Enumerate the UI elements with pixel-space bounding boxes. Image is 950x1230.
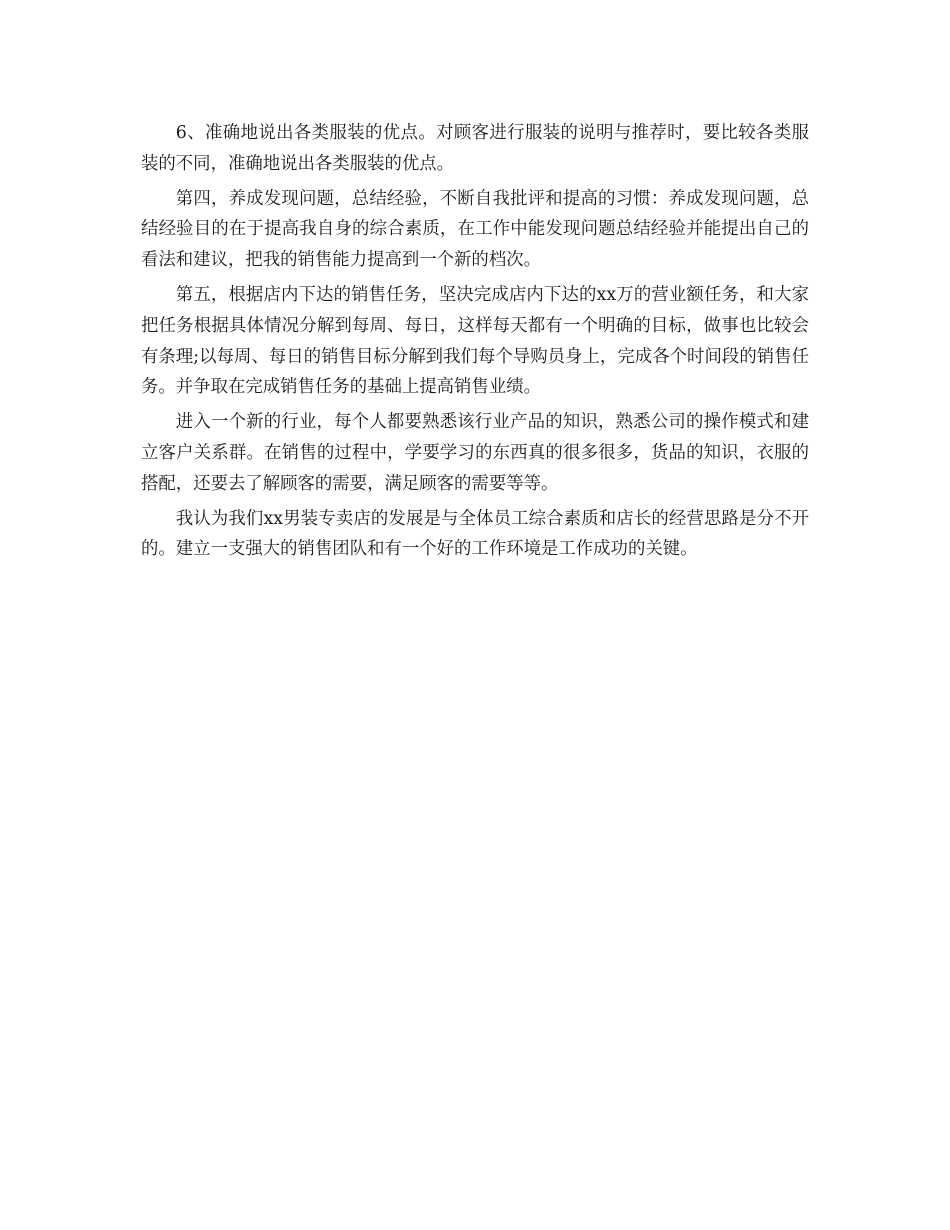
paragraph-fourth-habits: 第四，养成发现问题，总结经验，不断自我批评和提高的习惯：养成发现问题，总结经验目的在于提高我自身的综合素质，在工作中能发现问题总结经验并能提出自己的看法和建议，把我的销售能力提高到一个新的档次。 bbox=[141, 188, 809, 271]
document-body bbox=[141, 118, 809, 569]
paragraph-fifth-sales-tasks: 第五，根据店内下达的销售任务，坚决完成店内下达的xx万的营业额任务，和大家把任务根据具体情况分解到每周、每日，这样每天都有一个明确的目标，做事也比较会有条理;以每周、每日的销售目标分解到我们每个导购员身上，完成各个时间段的销售任务。并争取在完成销售任务的基础上提高销售业绩。 bbox=[141, 284, 809, 398]
paragraph-item-6-advantages: 6、准确地说出各类服装的优点。对顾客进行服装的说明与推荐时，要比较各类服装的不同，准确地说出各类服装的优点。 bbox=[141, 123, 809, 174]
paragraph-conclusion: 我认为我们xx男装专卖店的发展是与全体员工综合素质和店长的经营思路是分不开的。建立一支强大的销售团队和有一个好的工作环境是工作成功的关键。 bbox=[141, 508, 809, 560]
paragraph-new-industry: 进入一个新的行业，每个人都要熟悉该行业产品的知识，熟悉公司的操作模式和建立客户关系群。在销售的过程中，学要学习的东西真的很多很多，货品的知识，衣服的搭配，还要去了解顾客的需要，满足顾客的需要等等。 bbox=[141, 412, 809, 494]
